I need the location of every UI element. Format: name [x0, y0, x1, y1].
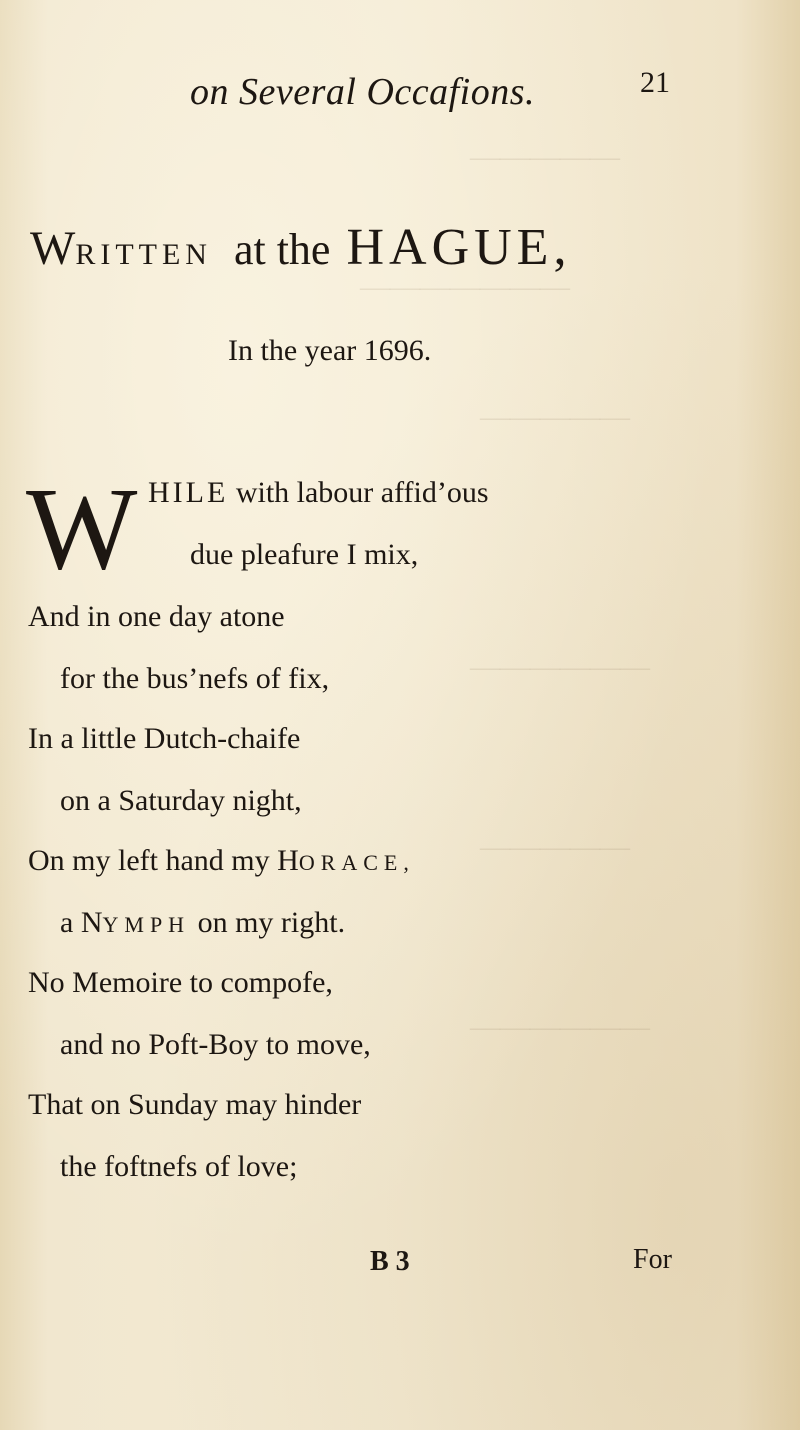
page-number: 21 [640, 66, 670, 99]
poem-line: on a Saturday night, [60, 784, 302, 817]
poem-line [60, 906, 345, 940]
show-through-texture: ————— [480, 830, 630, 863]
poem-subtitle: In the year 1696. [228, 334, 432, 367]
title-place: HAGUE, [346, 219, 572, 276]
running-head-title: on Several Occafions. [190, 71, 536, 113]
line-text: on my right. [197, 906, 346, 939]
poem-line: That on Sunday may hinder [28, 1088, 362, 1121]
line-text: a [60, 906, 74, 939]
poem-line: No Memoire to compofe, [28, 966, 333, 999]
line-smallcaps: ORACE, [298, 850, 415, 875]
catchword: For [633, 1244, 672, 1275]
title-initial: W [30, 222, 76, 275]
poem-line: due pleafure I mix, [190, 538, 419, 571]
line-text: On my left hand my [28, 844, 270, 877]
show-through-texture: —————— [470, 1010, 650, 1043]
poem-line [28, 844, 415, 878]
show-through-texture: ————— [480, 400, 630, 433]
poem-line: and no Poft-Boy to move, [60, 1028, 371, 1061]
poem-line [148, 476, 489, 510]
line-capital: N [80, 906, 103, 939]
line-smallcaps: YMPH [102, 912, 191, 937]
poem-title [30, 218, 571, 277]
title-smallcaps: RITTEN [75, 238, 212, 271]
poem-line: In a little Dutch-chaife [28, 722, 301, 755]
show-through-texture: —————— [470, 650, 650, 683]
line-capital: H [277, 844, 299, 877]
line-text: with labour affid’ous [235, 476, 489, 509]
title-middle: at the [233, 225, 331, 274]
show-through-texture: ——————— [360, 270, 570, 303]
drop-cap: W [26, 463, 138, 594]
poem-line: for the bus’nefs of fix, [60, 662, 330, 695]
poem-line: And in one day atone [28, 600, 285, 633]
line-smallcaps: HILE [148, 476, 229, 509]
show-through-texture: ————— [470, 140, 620, 173]
poem-line: the foftnefs of love; [60, 1150, 298, 1183]
signature-mark: B 3 [370, 1246, 410, 1277]
